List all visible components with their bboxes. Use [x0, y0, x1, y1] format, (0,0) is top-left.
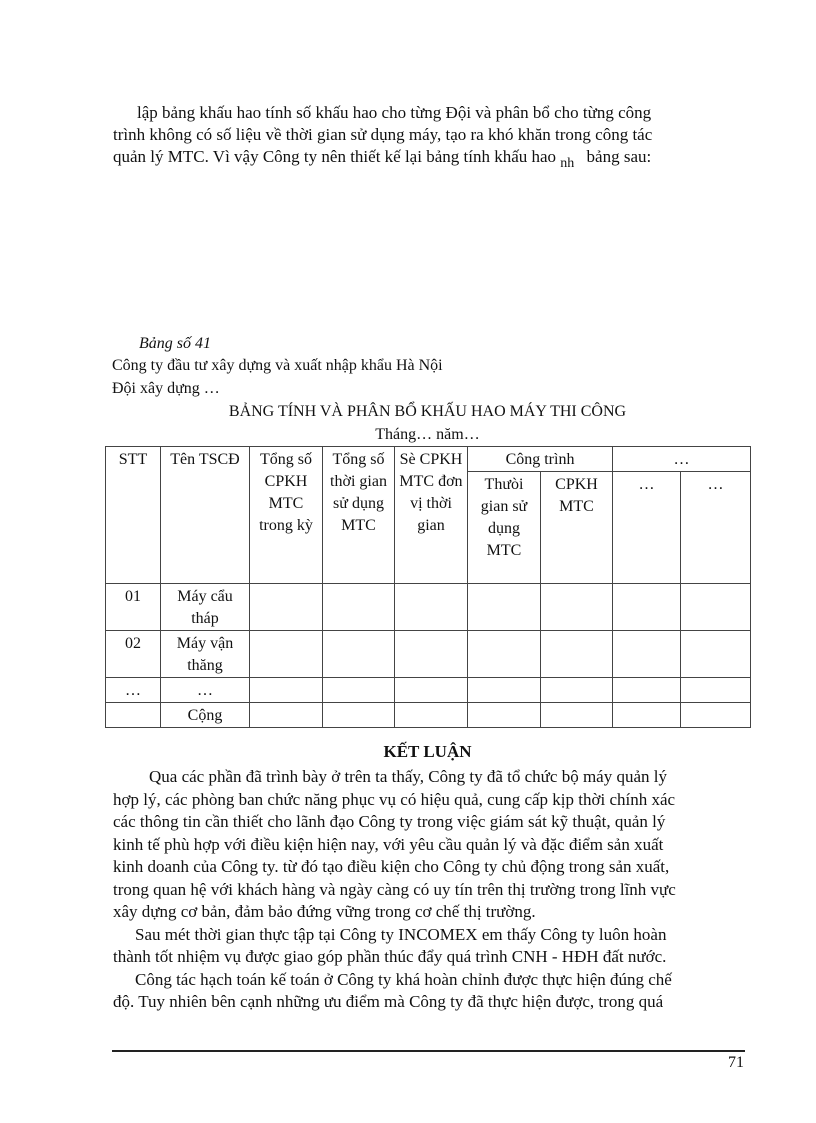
conclusion-line: Công tác hạch toán kế toán ở Công ty khá hoàn chỉnh được thực hiện đúng chế [135, 969, 672, 989]
footer-rule [112, 1050, 745, 1052]
conclusion-line: kinh tế phù hợp với điều kiện hiện nay, với yêu cầu quản lý và đặc điểm sản xuất [113, 834, 664, 854]
row-stt: 01 [106, 584, 161, 631]
header-stt: STT [106, 447, 161, 584]
intro-line-part: quản lý MTC. Vì vậy Công ty nên thiết kế lại bảng tính khấu hao [113, 147, 557, 166]
conclusion-line: Sau mét thời gian thực tập tại Công ty INCOMEX em thấy Công ty luôn hoàn [135, 924, 667, 944]
intro-line: lập bảng khấu hao tính số khấu hao cho từng Đội và phân bổ cho từng công [137, 103, 652, 122]
table-row [106, 584, 751, 631]
header-unit-cpkh: Sè CPKH MTC đơn vị thời gian [395, 447, 468, 584]
intro-line-subscript: nh [560, 156, 575, 171]
table-caption: Bảng số 41 [139, 335, 211, 352]
table-row [106, 631, 751, 678]
row-name: Máy vận thăng [161, 631, 250, 678]
header-name: Tên TSCĐ [161, 447, 250, 584]
row-stt: 02 [106, 631, 161, 678]
conclusion-line: kinh doanh của Công ty. từ đó tạo điều kiện cho Công ty chủ động trong sản xuất, [113, 857, 670, 876]
header-total-cpkh: Tổng số CPKH MTC trong kỳ [250, 447, 323, 584]
intro-line: trình không có số liệu về thời gian sử dụng máy, tạo ra khó khăn trong công tác [113, 125, 653, 144]
table-month: Tháng… năm… [375, 426, 480, 443]
header-ellipsis-group: … [613, 447, 751, 472]
intro-line-part: bảng sau: [586, 147, 652, 166]
subheader-ellipsis: … [681, 472, 751, 584]
conclusion-line: Qua các phần đã trình bày ở trên ta thấy, Công ty đã tổ chức bộ máy quản lý [149, 767, 667, 786]
table-row [106, 703, 751, 728]
company-name: Công ty đầu tư xây dựng và xuất nhập khẩu Hà Nội [112, 357, 443, 374]
team-name: Đội xây dựng … [112, 380, 220, 397]
conclusion-line: hợp lý, các phòng ban chức năng phục vụ có hiệu quả, cung cấp kịp thời chính xác [113, 789, 676, 809]
row-name: Máy cẩu tháp [161, 584, 250, 631]
table-row [106, 678, 751, 703]
header-total-time: Tổng số thời gian sử dụng MTC [323, 447, 395, 584]
conclusion-line: thành tốt nhiệm vụ được giao góp phần thúc đẩy quá trình CNH - HĐH đất nước. [113, 947, 667, 966]
conclusion-line: các thông tin cần thiết cho lãnh đạo Công ty trong việc giám sát kỹ thuật, quản lý [113, 812, 666, 831]
subheader-ellipsis: … [613, 472, 681, 584]
row-stt [106, 703, 161, 728]
conclusion-body [113, 766, 753, 1014]
depreciation-table [105, 446, 751, 728]
conclusion-line: xây dựng cơ bản, đảm bảo đứng vững trong cơ chế thị trường. [113, 902, 536, 921]
table-title: BẢNG TÍNH VÀ PHÂN BỔ KHẤU HAO MÁY THI CÔNG [228, 403, 627, 420]
conclusion-line: trong quan hệ với khách hàng và ngày càng có uy tín trên thị trường trong lĩnh vực [113, 879, 676, 899]
conclusion-heading: KẾT LUẬN [383, 742, 472, 761]
intro-line [113, 146, 743, 175]
header-project: Công trình [468, 447, 613, 472]
row-stt: … [106, 678, 161, 703]
row-name: … [161, 678, 250, 703]
intro-paragraph [113, 102, 743, 175]
conclusion-line: độ. Tuy nhiên bên cạnh những ưu điểm mà Công ty đã thực hiện được, trong quá [113, 992, 664, 1011]
page-number: 71 [728, 1054, 744, 1071]
subheader-cpkh: CPKH MTC [541, 472, 613, 584]
subheader-time: Thưòi gian sử dụng MTC [468, 472, 541, 584]
row-name: Cộng [161, 703, 250, 728]
